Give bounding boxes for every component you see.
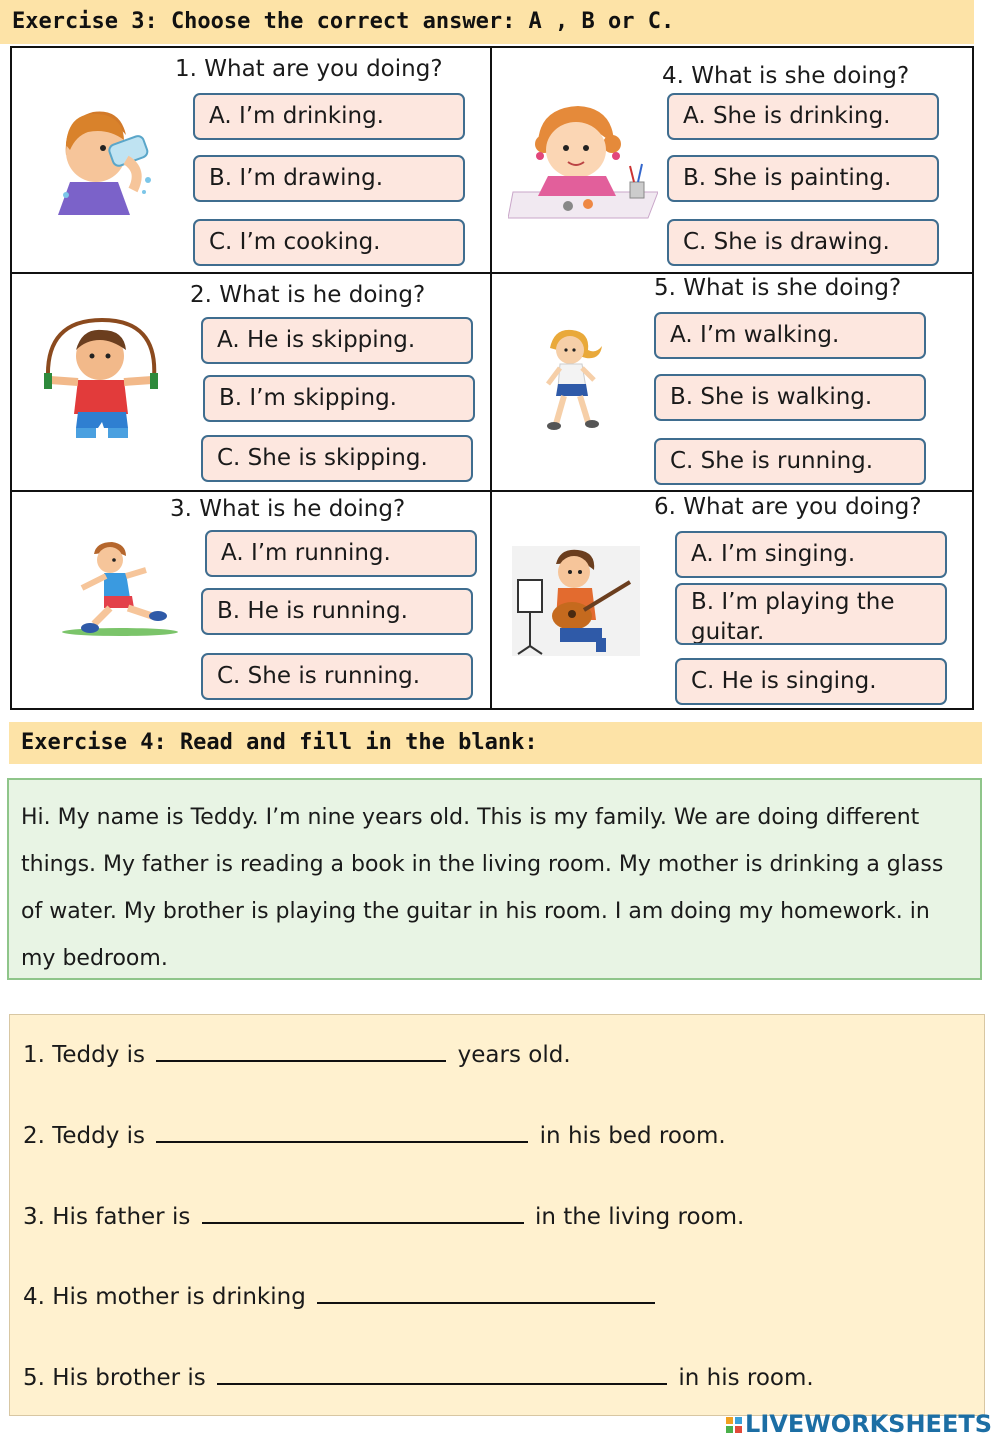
fill-item-1: [23, 1040, 571, 1068]
fill-item-5-before: 5. His brother is: [23, 1365, 206, 1391]
question-5: 5. What is she doing?: [654, 275, 902, 301]
girl-painting-illustration: [508, 100, 658, 220]
q3-option-b[interactable]: B. He is running.: [201, 588, 473, 635]
q1-option-c[interactable]: C. I’m cooking.: [193, 219, 465, 266]
fill-blank-2[interactable]: [156, 1121, 528, 1143]
exercise4-title: Exercise 4: Read and fill in the blank:: [9, 722, 982, 764]
q1-option-b[interactable]: B. I’m drawing.: [193, 155, 465, 202]
q5-option-b[interactable]: B. She is walking.: [654, 374, 926, 421]
fill-item-2-after: in his bed room.: [539, 1123, 726, 1149]
q6-option-a[interactable]: A. I’m singing.: [675, 531, 947, 578]
q6-option-b[interactable]: B. I’m playing the guitar.: [675, 583, 947, 645]
question-1: 1. What are you doing?: [175, 56, 443, 82]
fill-item-1-before: 1. Teddy is: [23, 1042, 146, 1068]
question-2: 2. What is he doing?: [190, 282, 426, 308]
fill-blank-5[interactable]: [217, 1363, 667, 1385]
q2-option-a[interactable]: A. He is skipping.: [201, 317, 473, 364]
exercise3-title: Exercise 3: Choose the correct answer: A , B or C.: [0, 0, 974, 44]
q5-option-a[interactable]: A. I’m walking.: [654, 312, 926, 359]
question-6: 6. What are you doing?: [654, 494, 922, 520]
fill-item-3: [23, 1202, 744, 1230]
grid-divider-vertical: [490, 46, 492, 710]
q2-option-b[interactable]: B. I’m skipping.: [203, 375, 475, 422]
boy-skipping-rope-illustration: [42, 318, 162, 440]
q4-option-a[interactable]: A. She is drinking.: [667, 93, 939, 140]
fill-item-5-after: in his room.: [678, 1365, 814, 1391]
fill-blank-3[interactable]: [202, 1202, 524, 1224]
q4-option-b[interactable]: B. She is painting.: [667, 155, 939, 202]
fill-item-3-before: 3. His father is: [23, 1204, 191, 1230]
q4-option-c[interactable]: C. She is drawing.: [667, 219, 939, 266]
fill-blank-4[interactable]: [317, 1282, 655, 1304]
question-4: 4. What is she doing?: [662, 63, 910, 89]
fill-item-2-before: 2. Teddy is: [23, 1123, 146, 1149]
reading-passage: Hi. My name is Teddy. I’m nine years old. This is my family. We are doing different things. My father is reading a book in the living room. My mother is drinking a glass of water. My brother is playing the guitar in his room. I am doing my homework. in my bedroom.: [7, 778, 982, 980]
fill-item-4: [23, 1282, 659, 1310]
boy-drinking-water-illustration: [48, 100, 158, 215]
fill-item-2: [23, 1121, 726, 1149]
girl-walking-illustration: [530, 326, 610, 434]
logo-mark-icon: [726, 1417, 742, 1433]
fill-item-1-after: years old.: [457, 1042, 571, 1068]
q3-option-a[interactable]: A. I’m running.: [205, 530, 477, 577]
liveworksheets-logo[interactable]: [726, 1410, 992, 1438]
logo-text: LIVEWORKSHEETS: [745, 1410, 992, 1438]
boy-running-illustration: [60, 540, 180, 640]
boy-playing-guitar-illustration: [512, 546, 640, 656]
fill-item-5: [23, 1363, 814, 1391]
q3-option-c[interactable]: C. She is running.: [201, 653, 473, 700]
fill-item-4-before: 4. His mother is drinking: [23, 1284, 306, 1310]
q5-option-c[interactable]: C. She is running.: [654, 438, 926, 485]
grid-divider-row2: [10, 490, 974, 492]
q2-option-c[interactable]: C. She is skipping.: [201, 435, 473, 482]
q1-option-a[interactable]: A. I’m drinking.: [193, 93, 465, 140]
question-3: 3. What is he doing?: [170, 496, 406, 522]
fill-blank-1[interactable]: [156, 1040, 446, 1062]
grid-divider-row1: [10, 272, 974, 274]
fill-item-3-after: in the living room.: [534, 1204, 745, 1230]
q6-option-c[interactable]: C. He is singing.: [675, 658, 947, 705]
